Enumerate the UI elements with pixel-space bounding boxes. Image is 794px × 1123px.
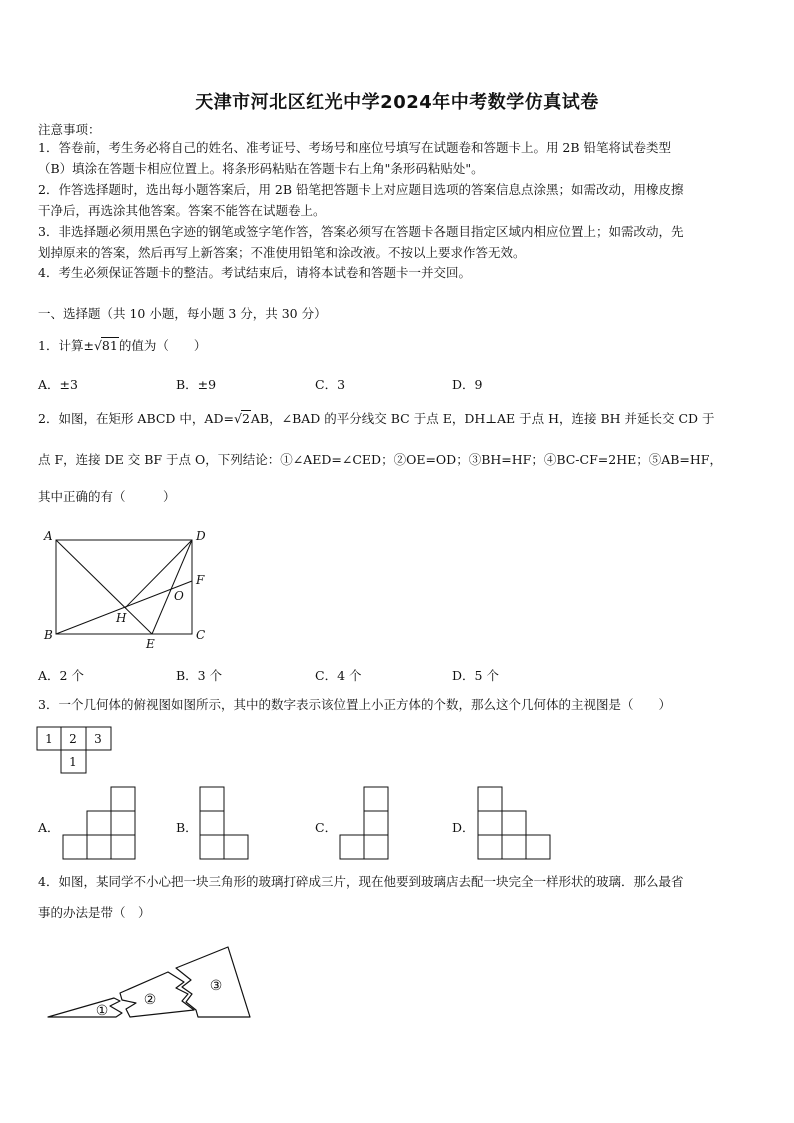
notice-line: 划掉原来的答案，然后再写上新答案；不准使用铅笔和涂改液。不按以上要求作答无效。	[38, 245, 526, 260]
q1-choice-a[interactable]: A．±3	[38, 377, 78, 392]
front-view-d	[477, 784, 555, 860]
q3-choice-b[interactable]: B．	[176, 820, 198, 835]
question-4-line1: 4．如图，某同学不小心把一块三角形的玻璃打碎成三片，现在他要到玻璃店去配一块完全一样形状的玻璃．那么最省	[38, 874, 684, 889]
q2-choice-c[interactable]: C．4 个	[315, 668, 362, 683]
q2-suffix: AB，∠BAD 的平分线交 BC 于点 E，DH⊥AE 于点 H，连接 BH 并延长交 CD 于	[250, 411, 715, 426]
sqrt-2: √2	[233, 411, 250, 426]
grid-cell: 2	[69, 732, 77, 746]
grid-cell: 1	[45, 732, 53, 746]
front-view-c	[339, 784, 391, 860]
notice-line: 4．考生必须保证答题卡的整洁。考试结束后，请将本试卷和答题卡一并交回。	[38, 265, 471, 280]
notice-line: 1．答卷前，考生务必将自己的姓名、准考证号、考场号和座位号填写在试题卷和答题卡上。用 2B 铅笔将试卷类型	[38, 140, 672, 155]
q3-choice-a[interactable]: A．	[38, 820, 60, 835]
label-o: O	[174, 589, 184, 603]
notice-line: 干净后，再选涂其他答案。答案不能答在试题卷上。	[38, 203, 326, 218]
piece-1-label: ①	[95, 1003, 109, 1019]
q2-choice-d[interactable]: D．5 个	[452, 668, 499, 683]
q2-radicand: 2	[241, 411, 250, 426]
label-a: A	[44, 529, 53, 543]
piece-3-label: ③	[209, 978, 223, 994]
question-1	[38, 337, 206, 354]
question-3: 3．一个几何体的俯视图如图所示，其中的数字表示该位置上小正方体的个数，那么这个几何体的主视图是（ ）	[38, 697, 671, 712]
label-f: F	[196, 573, 205, 587]
label-b: B	[44, 628, 53, 642]
label-c: C	[196, 628, 206, 642]
q2-prefix: 2．如图，在矩形 ABCD 中，AD=	[38, 411, 234, 426]
question-2-line3: 其中正确的有（ ）	[38, 489, 176, 504]
notice-heading: 注意事项：	[38, 122, 101, 137]
glass-piece-1	[48, 998, 122, 1017]
label-d: D	[196, 529, 206, 543]
q1-suffix: 的值为（ ）	[118, 338, 207, 353]
piece-2-label: ②	[143, 992, 157, 1008]
label-h: H	[116, 611, 127, 625]
q3-choice-d[interactable]: D．	[452, 820, 475, 835]
page-title: 天津市河北区红光中学2024年中考数学仿真试卷	[195, 92, 599, 113]
broken-glass-figure	[44, 940, 256, 1024]
front-view-a	[62, 784, 138, 860]
q1-choice-d[interactable]: D．9	[452, 377, 483, 392]
section-heading: 一、选择题（共 10 小题，每小题 3 分，共 30 分）	[38, 306, 327, 321]
notice-line: 3．非选择题必须用黑色字迹的钢笔或签字笔作答，答案必须写在答题卡各题目指定区域内相应位置上；如需改动，先	[38, 224, 684, 239]
sqrt-81: √81	[93, 338, 118, 353]
q1-choice-c[interactable]: C．3	[315, 377, 346, 392]
grid-cell: 1	[69, 755, 77, 769]
q1-prefix: 1．计算±	[38, 338, 94, 353]
notice-line: 2．作答选择题时，选出每小题答案后，用 2B 铅笔把答题卡上对应题目选项的答案信息点涂黑；如需改动，用橡皮擦	[38, 182, 684, 197]
front-view-b	[199, 784, 251, 860]
notice-line: （B）填涂在答题卡相应位置上。将条形码粘贴在答题卡右上角"条形码粘贴处"。	[38, 161, 484, 176]
top-view-grid	[36, 726, 116, 776]
question-2-line2: 点 F，连接 DE 交 BF 于点 O，下列结论：①∠AED=∠CED；②OE=OD；③BH=HF；④BC-CF=2HE；⑤AB=HF，	[38, 452, 722, 467]
question-4-line2: 事的办法是带（ ）	[38, 905, 151, 920]
glass-piece-2	[120, 972, 194, 1017]
q2-choice-b[interactable]: B．3 个	[176, 668, 223, 683]
q3-choice-c[interactable]: C．	[315, 820, 338, 835]
q1-radicand: 81	[101, 338, 118, 353]
q1-choice-b[interactable]: B．±9	[176, 377, 217, 392]
question-2-line1	[38, 410, 715, 427]
grid-cell: 3	[94, 732, 102, 746]
rectangle-figure	[38, 526, 218, 652]
label-e: E	[146, 637, 155, 651]
q2-choice-a[interactable]: A．2 个	[38, 668, 84, 683]
